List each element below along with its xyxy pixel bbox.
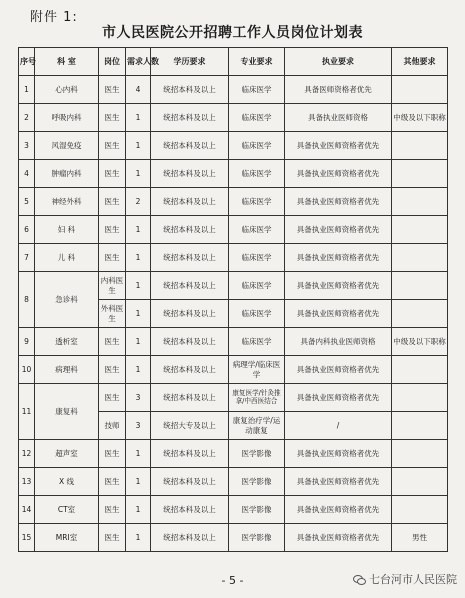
cell-no: 8 <box>19 272 35 328</box>
cell-other <box>392 412 448 440</box>
table-row <box>19 188 448 216</box>
cell-edu: 统招本科及以上 <box>151 132 229 160</box>
cell-other <box>392 468 448 496</box>
cell-count: 1 <box>126 524 151 552</box>
cell-edu: 统招本科及以上 <box>151 524 229 552</box>
cell-no: 12 <box>19 440 35 468</box>
cell-edu: 统招本科及以上 <box>151 356 229 384</box>
cell-major: 临床医学 <box>229 104 285 132</box>
cell-post: 医生 <box>99 468 126 496</box>
cell-edu: 统招本科及以上 <box>151 300 229 328</box>
cell-dept: 肿瘤内科 <box>35 160 99 188</box>
cell-license: 具备执业医师资格者优先 <box>285 496 392 524</box>
header-major: 专业要求 <box>229 48 285 76</box>
cell-dept: 神经外科 <box>35 188 99 216</box>
cell-edu: 统招本科及以上 <box>151 76 229 104</box>
cell-count: 1 <box>126 300 151 328</box>
cell-no: 6 <box>19 216 35 244</box>
cell-post: 医生 <box>99 328 126 356</box>
cell-major: 医学影像 <box>229 496 285 524</box>
cell-major: 医学影像 <box>229 524 285 552</box>
cell-post: 医生 <box>99 216 126 244</box>
brand-watermark <box>353 571 457 587</box>
cell-no: 5 <box>19 188 35 216</box>
cell-other <box>392 356 448 384</box>
cell-count: 1 <box>126 244 151 272</box>
recruitment-table <box>18 47 448 552</box>
brand-name: 七台河市人民医院 <box>369 573 457 586</box>
cell-license: 具备执业医师资格者优先 <box>285 160 392 188</box>
cell-count: 1 <box>126 104 151 132</box>
cell-edu: 统招本科及以上 <box>151 328 229 356</box>
cell-dept: 超声室 <box>35 440 99 468</box>
cell-license: 具备执业医师资格者优先 <box>285 272 392 300</box>
wechat-icon <box>353 574 366 585</box>
cell-post: 医生 <box>99 356 126 384</box>
cell-other <box>392 76 448 104</box>
cell-count: 1 <box>126 356 151 384</box>
cell-no: 9 <box>19 328 35 356</box>
table-header-row <box>19 48 448 76</box>
cell-count: 1 <box>126 496 151 524</box>
header-count: 需求人数 <box>126 48 151 76</box>
cell-count: 3 <box>126 384 151 412</box>
cell-edu: 统招大专及以上 <box>151 412 229 440</box>
cell-other: 中级及以下职称 <box>392 104 448 132</box>
cell-dept: MRI室 <box>35 524 99 552</box>
table-row <box>19 384 448 412</box>
table-row <box>19 468 448 496</box>
cell-dept: 透析室 <box>35 328 99 356</box>
cell-dept: CT室 <box>35 496 99 524</box>
cell-other <box>392 496 448 524</box>
cell-license: / <box>285 412 392 440</box>
cell-post: 医生 <box>99 104 126 132</box>
cell-edu: 统招本科及以上 <box>151 160 229 188</box>
cell-license: 具备执业医师资格者优先 <box>285 244 392 272</box>
cell-major: 康复医学/针灸推拿/中西医结合 <box>229 384 285 412</box>
table-row <box>19 244 448 272</box>
cell-other <box>392 216 448 244</box>
table-row <box>19 496 448 524</box>
cell-edu: 统招本科及以上 <box>151 468 229 496</box>
cell-major: 医学影像 <box>229 440 285 468</box>
cell-major: 医学影像 <box>229 468 285 496</box>
document-title: 市人民医院公开招聘工作人员岗位计划表 <box>102 25 363 41</box>
cell-post: 医生 <box>99 496 126 524</box>
table-row <box>19 216 448 244</box>
cell-no: 7 <box>19 244 35 272</box>
cell-count: 2 <box>126 188 151 216</box>
cell-no: 13 <box>19 468 35 496</box>
cell-dept: 病理科 <box>35 356 99 384</box>
cell-dept: 康复科 <box>35 384 99 440</box>
table-row <box>19 160 448 188</box>
cell-count: 1 <box>126 440 151 468</box>
cell-other <box>392 440 448 468</box>
cell-major: 临床医学 <box>229 328 285 356</box>
cell-post: 医生 <box>99 76 126 104</box>
cell-other <box>392 384 448 412</box>
cell-major: 康复治疗学/运动康复 <box>229 412 285 440</box>
cell-license: 具备执业医师资格者优先 <box>285 440 392 468</box>
cell-count: 1 <box>126 272 151 300</box>
cell-count: 4 <box>126 76 151 104</box>
header-edu: 学历要求 <box>151 48 229 76</box>
cell-post: 医生 <box>99 160 126 188</box>
table-row <box>19 272 448 300</box>
cell-dept: 呼吸内科 <box>35 104 99 132</box>
cell-post: 内科医生 <box>99 272 126 300</box>
cell-other: 男性 <box>392 524 448 552</box>
cell-license: 具备执业医师资格者优先 <box>285 384 392 412</box>
cell-other <box>392 132 448 160</box>
page-number: - 5 - <box>221 574 244 587</box>
cell-major: 临床医学 <box>229 244 285 272</box>
cell-license: 具备医师资格者优先 <box>285 76 392 104</box>
cell-license: 具备执业医师资格者优先 <box>285 356 392 384</box>
table-row <box>19 328 448 356</box>
cell-no: 10 <box>19 356 35 384</box>
cell-count: 1 <box>126 468 151 496</box>
cell-post: 医生 <box>99 244 126 272</box>
table-row <box>19 524 448 552</box>
cell-dept: 心内科 <box>35 76 99 104</box>
cell-dept: 急诊科 <box>35 272 99 328</box>
cell-no: 4 <box>19 160 35 188</box>
cell-edu: 统招本科及以上 <box>151 384 229 412</box>
cell-post: 医生 <box>99 440 126 468</box>
cell-edu: 统招本科及以上 <box>151 188 229 216</box>
cell-post: 医生 <box>99 524 126 552</box>
cell-dept: 风湿免疫 <box>35 132 99 160</box>
header-other: 其他要求 <box>392 48 448 76</box>
cell-major: 临床医学 <box>229 300 285 328</box>
cell-major: 临床医学 <box>229 188 285 216</box>
cell-edu: 统招本科及以上 <box>151 216 229 244</box>
cell-dept: X 线 <box>35 468 99 496</box>
cell-major: 临床医学 <box>229 76 285 104</box>
header-dept: 科 室 <box>35 48 99 76</box>
cell-dept: 儿 科 <box>35 244 99 272</box>
header-license: 执业要求 <box>285 48 392 76</box>
cell-other: 中级及以下职称 <box>392 328 448 356</box>
table-row <box>19 440 448 468</box>
cell-dept: 妇 科 <box>35 216 99 244</box>
cell-other <box>392 272 448 300</box>
cell-other <box>392 244 448 272</box>
cell-edu: 统招本科及以上 <box>151 272 229 300</box>
cell-major: 临床医学 <box>229 160 285 188</box>
cell-license: 具备内科执业医师资格 <box>285 328 392 356</box>
cell-post: 外科医生 <box>99 300 126 328</box>
cell-no: 11 <box>19 384 35 440</box>
cell-count: 1 <box>126 160 151 188</box>
cell-major: 临床医学 <box>229 216 285 244</box>
cell-edu: 统招本科及以上 <box>151 104 229 132</box>
cell-license: 具备执业医师资格者优先 <box>285 300 392 328</box>
cell-post: 医生 <box>99 188 126 216</box>
cell-count: 1 <box>126 216 151 244</box>
cell-no: 3 <box>19 132 35 160</box>
table-row <box>19 76 448 104</box>
cell-count: 3 <box>126 412 151 440</box>
cell-other <box>392 188 448 216</box>
cell-license: 具备执业医师资格者优先 <box>285 524 392 552</box>
cell-license: 具备执业医师资格者优先 <box>285 468 392 496</box>
cell-edu: 统招本科及以上 <box>151 496 229 524</box>
cell-edu: 统招本科及以上 <box>151 244 229 272</box>
cell-major: 病理学/临床医学 <box>229 356 285 384</box>
cell-no: 2 <box>19 104 35 132</box>
table-row <box>19 104 448 132</box>
attachment-label: 附件 1: <box>30 10 78 25</box>
cell-other <box>392 300 448 328</box>
cell-other <box>392 160 448 188</box>
cell-count: 1 <box>126 328 151 356</box>
cell-post: 技师 <box>99 412 126 440</box>
table-row <box>19 132 448 160</box>
table-row <box>19 356 448 384</box>
cell-no: 1 <box>19 76 35 104</box>
cell-post: 医生 <box>99 384 126 412</box>
header-no: 序号 <box>19 48 35 76</box>
cell-count: 1 <box>126 132 151 160</box>
cell-edu: 统招本科及以上 <box>151 440 229 468</box>
cell-license: 具备执业医师资格者优先 <box>285 188 392 216</box>
cell-major: 临床医学 <box>229 272 285 300</box>
cell-license: 具备执业医师资格者优先 <box>285 216 392 244</box>
header-post: 岗位 <box>99 48 126 76</box>
cell-no: 14 <box>19 496 35 524</box>
cell-no: 15 <box>19 524 35 552</box>
cell-major: 临床医学 <box>229 132 285 160</box>
cell-license: 具备执业医师资格 <box>285 104 392 132</box>
cell-post: 医生 <box>99 132 126 160</box>
cell-license: 具备执业医师资格者优先 <box>285 132 392 160</box>
